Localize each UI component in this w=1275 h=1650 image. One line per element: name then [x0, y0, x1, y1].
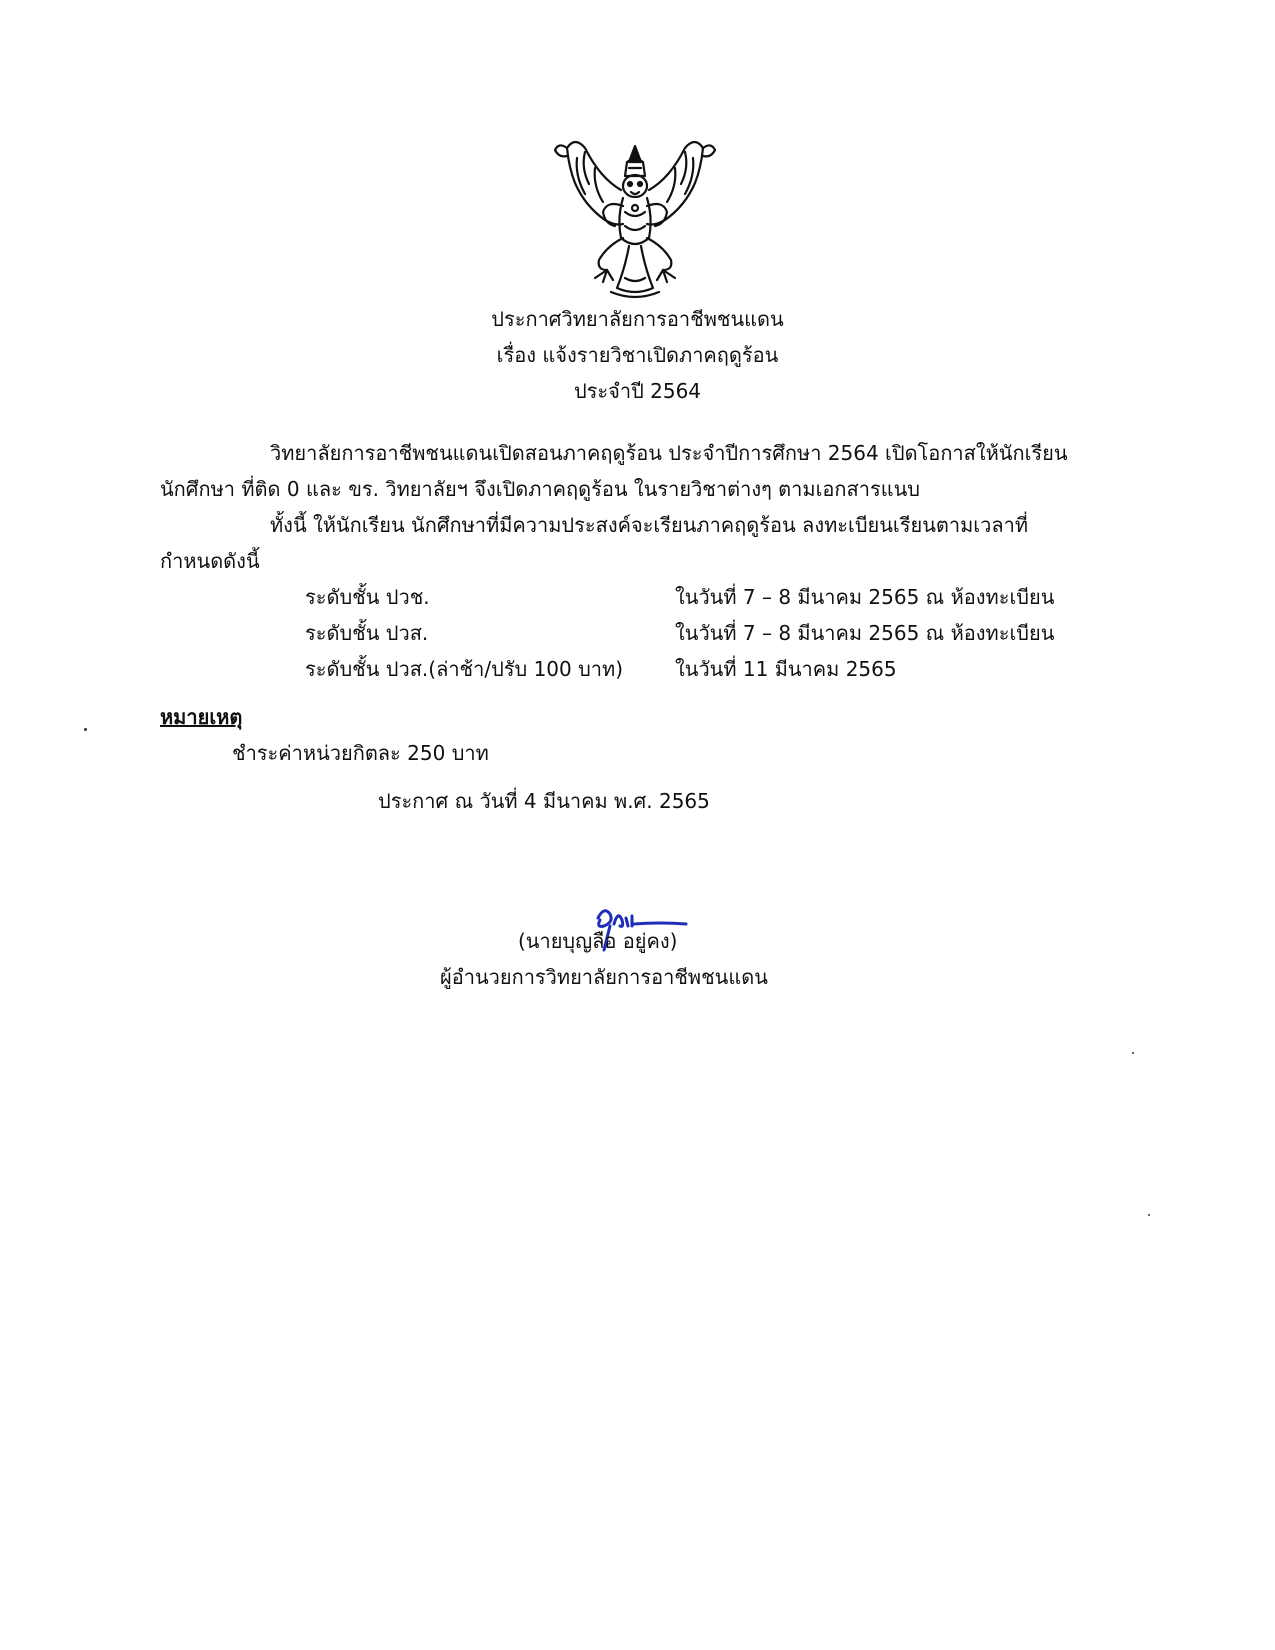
schedule-level: ระดับชั้น ปวส. [305, 621, 429, 645]
signatory-name: (นายบุญลือ อยู่คง) [518, 929, 678, 953]
scan-speck [1132, 1052, 1134, 1054]
note-title: หมายเหตุ [160, 705, 243, 729]
schedule-row [305, 655, 1105, 683]
announce-date: ประกาศ ณ วันที่ 4 มีนาคม พ.ศ. 2565 [378, 789, 710, 813]
paragraph-2-line-2: กำหนดดังนี้ [160, 549, 260, 573]
paragraph-1-line-2: นักศึกษา ที่ติด 0 และ ขร. วิทยาลัยฯ จึงเปิดภาคฤดูร้อน ในรายวิชาต่างๆ ตามเอกสารแนบ [160, 477, 920, 501]
heading-line-1: ประกาศวิทยาลัยการอาชีพชนแดน [491, 307, 784, 331]
scan-speck [84, 728, 87, 731]
scan-speck [1148, 1214, 1150, 1216]
schedule-level: ระดับชั้น ปวส.(ล่าช้า/ปรับ 100 บาท) [305, 657, 624, 681]
heading-line-3: ประจำปี 2564 [573, 379, 702, 403]
schedule-date: ในวันที่ 7 – 8 มีนาคม 2565 ณ ห้องทะเบียน [675, 621, 1055, 645]
garuda-emblem-icon [545, 128, 725, 303]
schedule-row [305, 619, 1105, 647]
schedule-date: ในวันที่ 7 – 8 มีนาคม 2565 ณ ห้องทะเบียน [675, 585, 1055, 609]
paragraph-2-line-1: ทั้งนี้ ให้นักเรียน นักศึกษาที่มีความประสงค์จะเรียนภาคฤดูร้อน ลงทะเบียนเรียนตามเวลาที่ [270, 513, 1029, 537]
heading-line-2: เรื่อง แจ้งรายวิชาเปิดภาคฤดูร้อน [496, 343, 779, 367]
schedule-level: ระดับชั้น ปวช. [305, 585, 430, 609]
schedule-row [305, 583, 1105, 611]
paragraph-1-line-1: วิทยาลัยการอาชีพชนแดนเปิดสอนภาคฤดูร้อน ประจำปีการศึกษา 2564 เปิดโอกาสให้นักเรียน [270, 441, 1068, 465]
note-text: ชำระค่าหน่วยกิตละ 250 บาท [232, 741, 489, 765]
schedule-date: ในวันที่ 11 มีนาคม 2565 [675, 657, 897, 681]
signatory-title: ผู้อำนวยการวิทยาลัยการอาชีพชนแดน [440, 965, 768, 989]
